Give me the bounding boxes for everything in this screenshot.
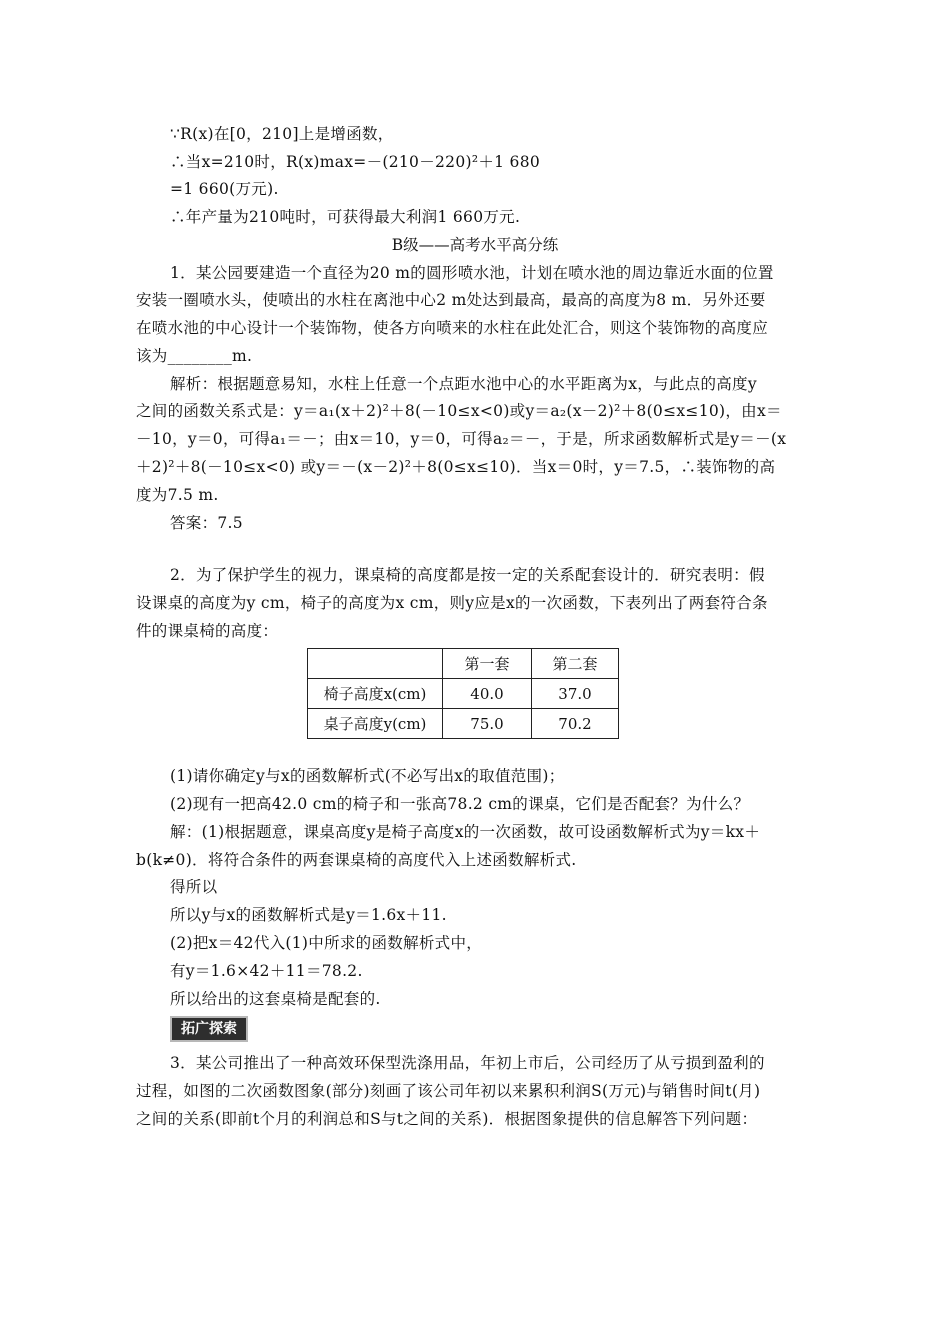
solution-line: 之间的函数关系式是：y＝a₁(x＋2)²＋8(－10≤x<0)或y＝a₂(x－2)²＋8(0≤x≤10)，由x＝ [136, 402, 782, 420]
text-line: =1 660(万元). [170, 180, 279, 198]
solution-line: 所以y与x的函数解析式是y＝1.6x＋11. [170, 906, 447, 924]
extension-explore-badge: 拓广探索 [170, 1016, 248, 1042]
solution-line: 有y＝1.6×42＋11＝78.2. [170, 962, 363, 980]
table-header-cell: 第一套 [443, 649, 532, 679]
text-line: ∵R(x)在[0，210]上是增函数， [170, 125, 394, 143]
text-line: ∴当x=210时，R(x)max=－(210－220)²＋1 680 [170, 153, 541, 171]
solution-line: ＋2)²＋8(－10≤x<0) 或y＝－(x－2)²＋8(0≤x≤10)．当x＝0时，y＝7.5，∴装饰物的高 [136, 458, 776, 476]
table-cell: 40.0 [443, 679, 532, 709]
desk-chair-height-table [307, 648, 619, 739]
table-header-cell: 第二套 [532, 649, 619, 679]
question-2-line: 件的课桌椅的高度： [136, 622, 279, 640]
question-2-line: (2)现有一把高42.0 cm的椅子和一张高78.2 cm的课桌，它们是否配套？为什么？ [170, 795, 750, 813]
table-row [308, 679, 619, 709]
question-2-line: 设课桌的高度为y cm，椅子的高度为x cm，则y应是x的一次函数，下表列出了两套符合条 [136, 594, 768, 612]
table-cell: 椅子高度x(cm) [308, 679, 443, 709]
question-2-line: (1)请你确定y与x的函数解析式(不必写出x的取值范围)； [170, 767, 565, 785]
solution-line: 得所以 [170, 878, 218, 896]
question-1-line: 1．某公园要建造一个直径为20 m的圆形喷水池，计划在喷水池的周边靠近水面的位置 [170, 264, 774, 282]
solution-line: b(k≠0)．将符合条件的两套课桌椅的高度代入上述函数解析式. [136, 851, 577, 869]
question-1-line: 该为________m. [136, 347, 253, 365]
table-header-row [308, 649, 619, 679]
question-2-line: 2．为了保护学生的视力，课桌椅的高度都是按一定的关系配套设计的．研究表明：假 [170, 566, 765, 584]
table-row [308, 709, 619, 739]
table-cell: 75.0 [443, 709, 532, 739]
question-1-line: 安装一圈喷水头，使喷出的水柱在离池中心2 m处达到最高，最高的高度为8 m．另外还要 [136, 291, 766, 309]
answer-line: 答案：7.5 [170, 514, 243, 532]
solution-line: －10，y＝0，可得a₁＝－；由x＝10，y＝0，可得a₂＝－，于是，所求函数解析式是y＝－(x [136, 430, 787, 448]
question-1-line: 在喷水池的中心设计一个装饰物，使各方向喷来的水柱在此处汇合，则这个装饰物的高度应 [136, 319, 769, 337]
solution-line: 所以给出的这套桌椅是配套的. [170, 990, 381, 1008]
table-cell: 70.2 [532, 709, 619, 739]
solution-line: 度为7.5 m. [136, 486, 219, 504]
table-cell: 桌子高度y(cm) [308, 709, 443, 739]
section-title: B级——高考水平高分练 [391, 236, 559, 254]
question-3-line: 之间的关系(即前t个月的利润总和S与t之间的关系)．根据图象提供的信息解答下列问题： [136, 1110, 758, 1128]
solution-line: 解析：根据题意易知，水柱上任意一个点距水池中心的水平距离为x，与此点的高度y [170, 375, 757, 393]
solution-line: (2)把x＝42代入(1)中所求的函数解析式中， [170, 934, 483, 952]
text-line: ∴年产量为210吨时，可获得最大利润1 660万元. [170, 208, 521, 226]
question-3-line: 3．某公司推出了一种高效环保型洗涤用品，年初上市后，公司经历了从亏损到盈利的 [170, 1054, 765, 1072]
question-3-line: 过程，如图的二次函数图象(部分)刻画了该公司年初以来累积利润S(万元)与销售时间t(月) [136, 1082, 761, 1100]
table-cell: 37.0 [532, 679, 619, 709]
solution-line: 解：(1)根据题意，课桌高度y是椅子高度x的一次函数，故可设函数解析式为y＝kx＋ [170, 823, 761, 841]
table-header-cell [308, 649, 443, 679]
